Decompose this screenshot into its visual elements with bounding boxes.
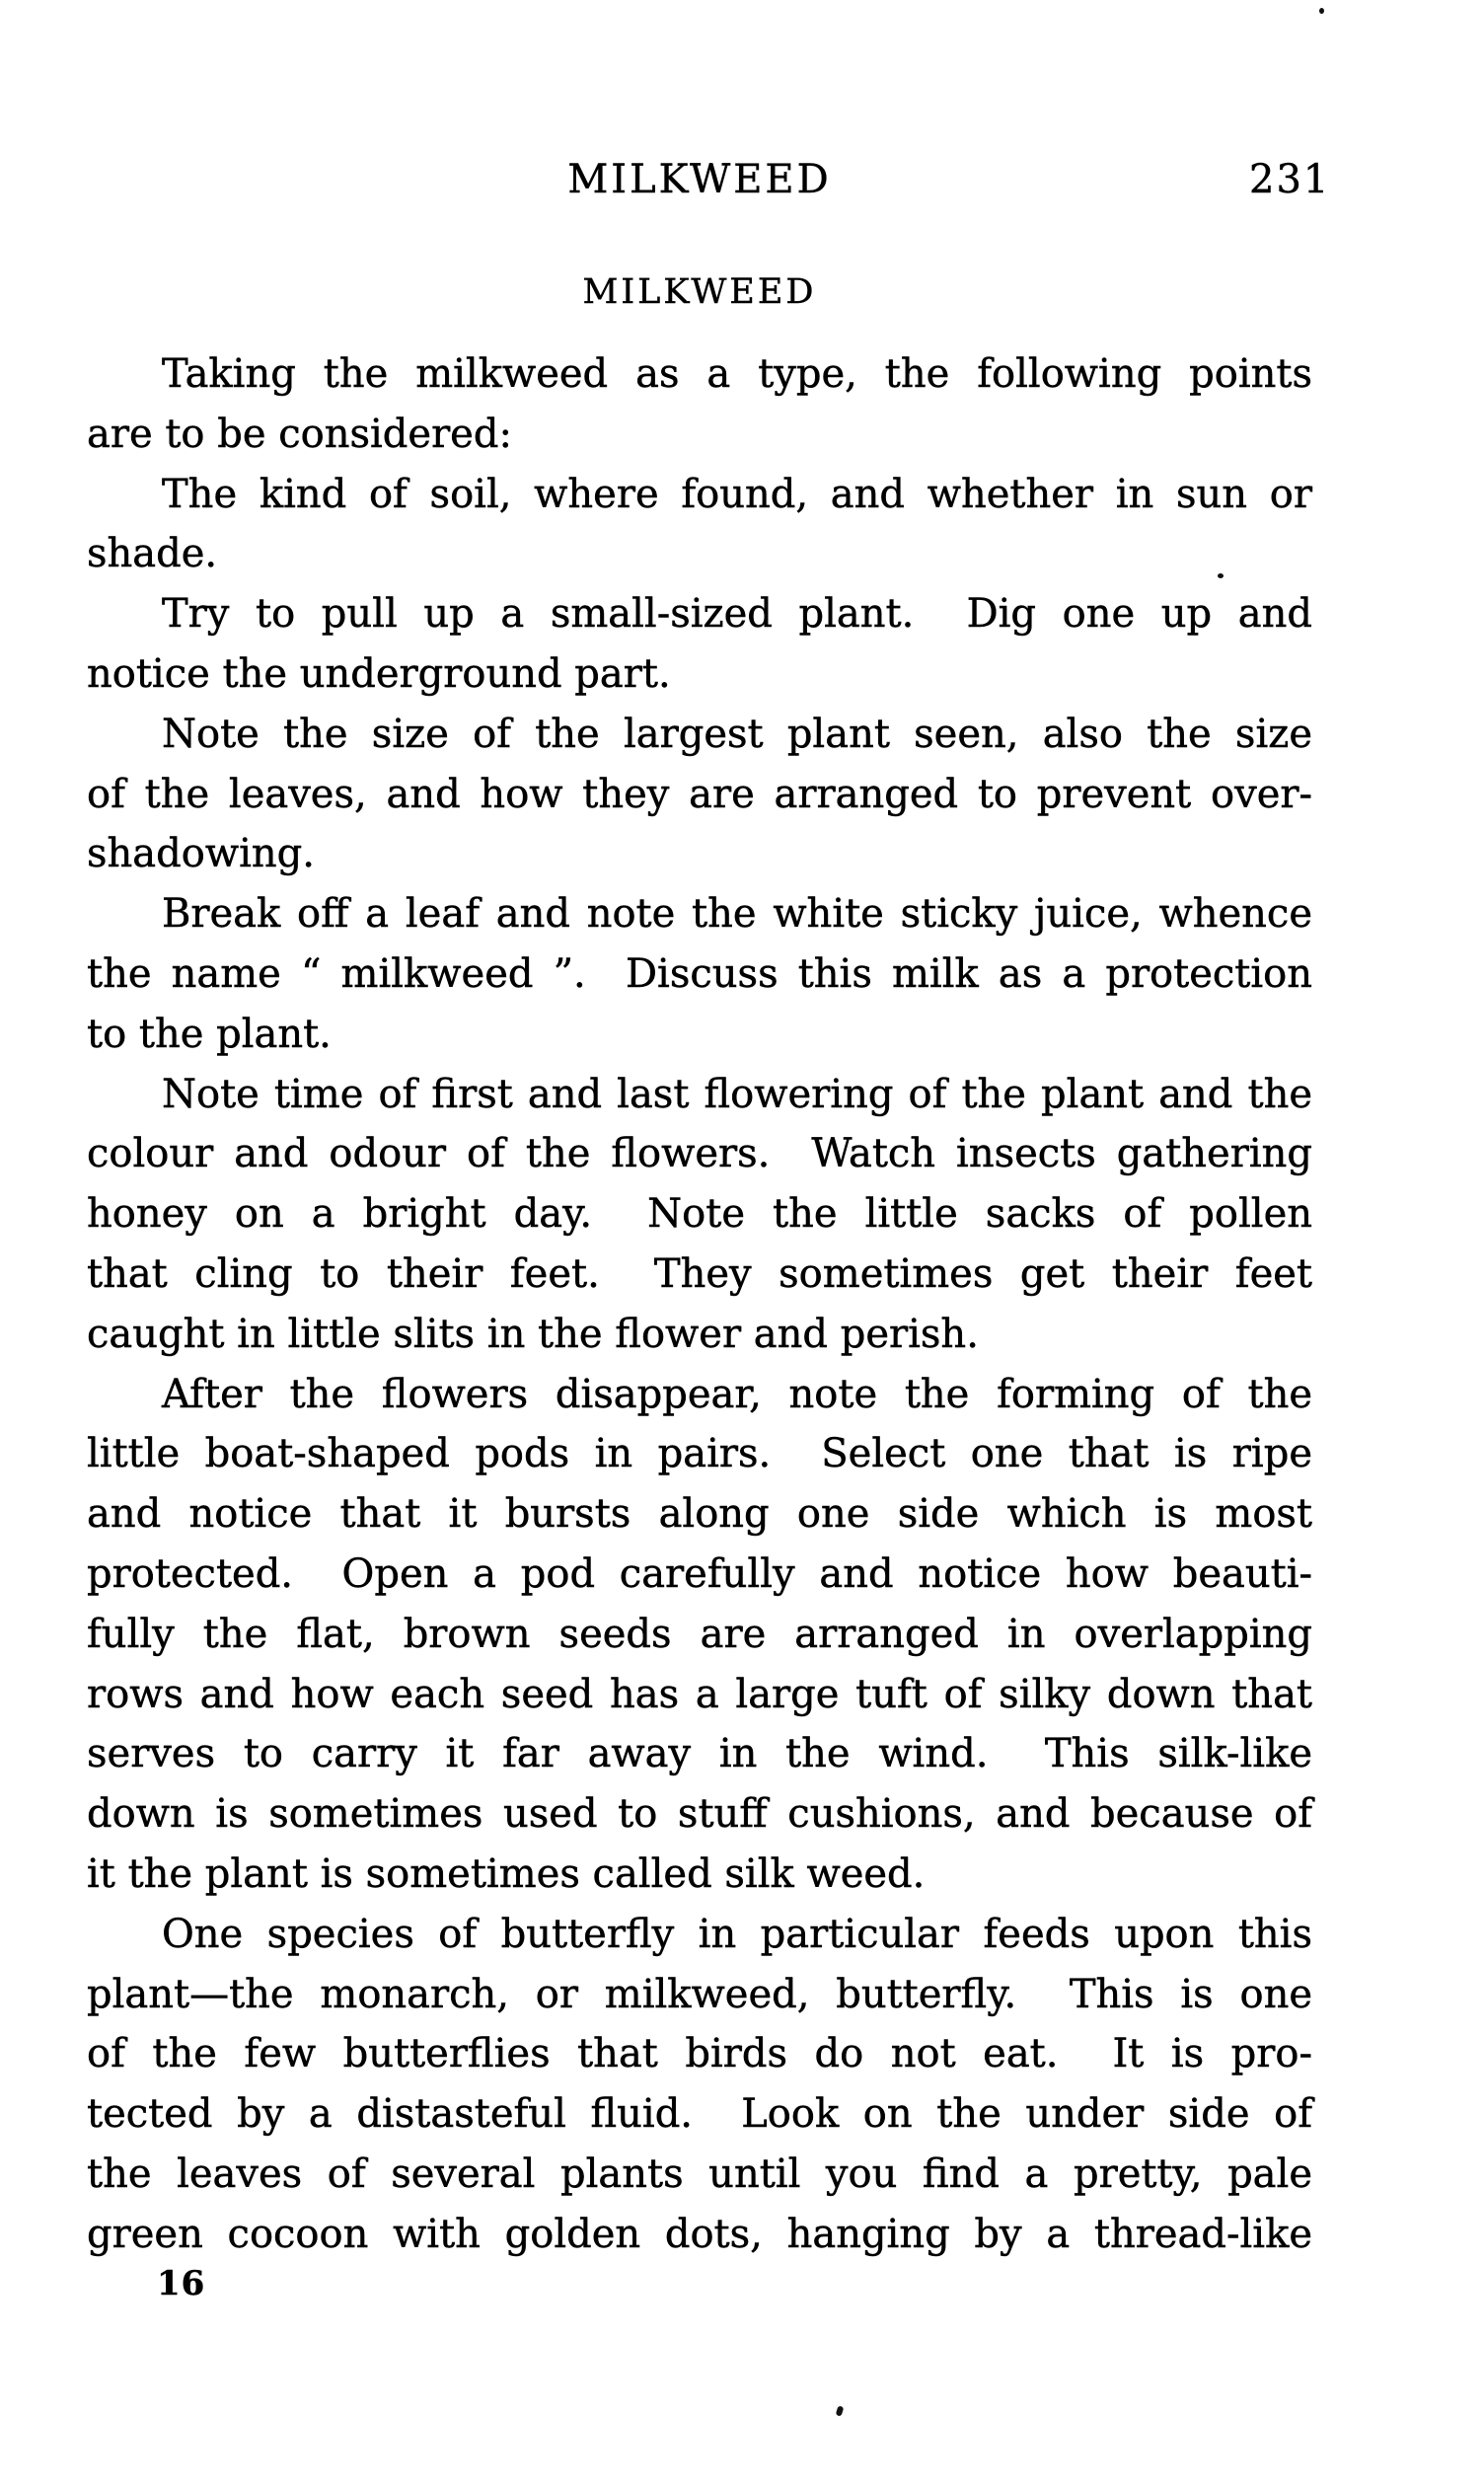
text-line: that cling to their feet. They sometimes get their feet (87, 1250, 1312, 1297)
text-line: rows and how each seed has a large tuft of silky down that (87, 1671, 1312, 1717)
text-line: little boat-shaped pods in pairs. Select one that is ripe (87, 1431, 1312, 1477)
text-line: After the flowers disappear, note the forming of the (162, 1371, 1312, 1417)
text-line: Note time of first and last flowering of the plant and the (162, 1071, 1312, 1117)
text-line: Break off a leaf and note the white sticky juice, whence (162, 891, 1312, 938)
text-line: fully the flat, brown seeds are arranged in overlapping (87, 1611, 1312, 1657)
text-line: Try to pull up a small-sized plant. Dig one up and (162, 591, 1312, 638)
text-line: caught in little slits in the flower and perish. (87, 1311, 979, 1357)
ink-speck (1319, 8, 1324, 14)
text-line: The kind of soil, where found, and whether in sun or (162, 471, 1312, 517)
text-line: it the plant is sometimes called silk weed. (87, 1850, 926, 1897)
text-line: shade. (87, 531, 218, 577)
text-line: serves to carry it far away in the wind. This silk-like (87, 1731, 1312, 1777)
text-line: protected. Open a pod carefully and notice how beauti- (87, 1550, 1312, 1597)
text-line: One species of butterfly in particular feeds upon this (162, 1911, 1312, 1957)
text-line: and notice that it bursts along one side which is most (87, 1491, 1312, 1538)
text-line: notice the underground part. (87, 650, 671, 697)
text-line: down is sometimes used to stuff cushions, and because of (87, 1791, 1312, 1838)
text-line: of the leaves, and how they are arranged to prevent over- (87, 771, 1312, 817)
body-text (87, 344, 1312, 2265)
text-line: colour and odour of the flowers. Watch insects gathering (87, 1131, 1312, 1177)
text-line: Note the size of the largest plant seen, also the size (162, 711, 1312, 757)
running-head: MILKWEED (567, 157, 832, 202)
section-heading: MILKWEED (582, 272, 817, 312)
signature-mark: 16 (157, 2264, 206, 2303)
text-line: to the plant. (87, 1011, 332, 1057)
text-line: Taking the milkweed as a type, the following points (162, 351, 1312, 397)
text-line: the leaves of several plants until you find a pretty, pale (87, 2150, 1312, 2197)
text-line: of the few butterflies that birds do not eat. It is pro- (87, 2031, 1312, 2077)
text-line: tected by a distasteful fluid. Look on the under side of (87, 2091, 1312, 2138)
text-line: honey on a bright day. Note the little sacks of pollen (87, 1191, 1312, 1238)
text-line: plant—the monarch, or milkweed, butterfly. This is one (87, 1971, 1312, 2017)
text-line: green cocoon with golden dots, hanging by a thread-like (87, 2211, 1312, 2257)
ink-speck (1218, 573, 1224, 578)
text-line: are to be considered: (87, 411, 512, 457)
page-number: 231 (1249, 157, 1331, 202)
text-line: shadowing. (87, 831, 315, 877)
ink-speck (836, 2405, 845, 2416)
text-line: the name “ milkweed ”. Discuss this milk as a protection (87, 950, 1312, 997)
